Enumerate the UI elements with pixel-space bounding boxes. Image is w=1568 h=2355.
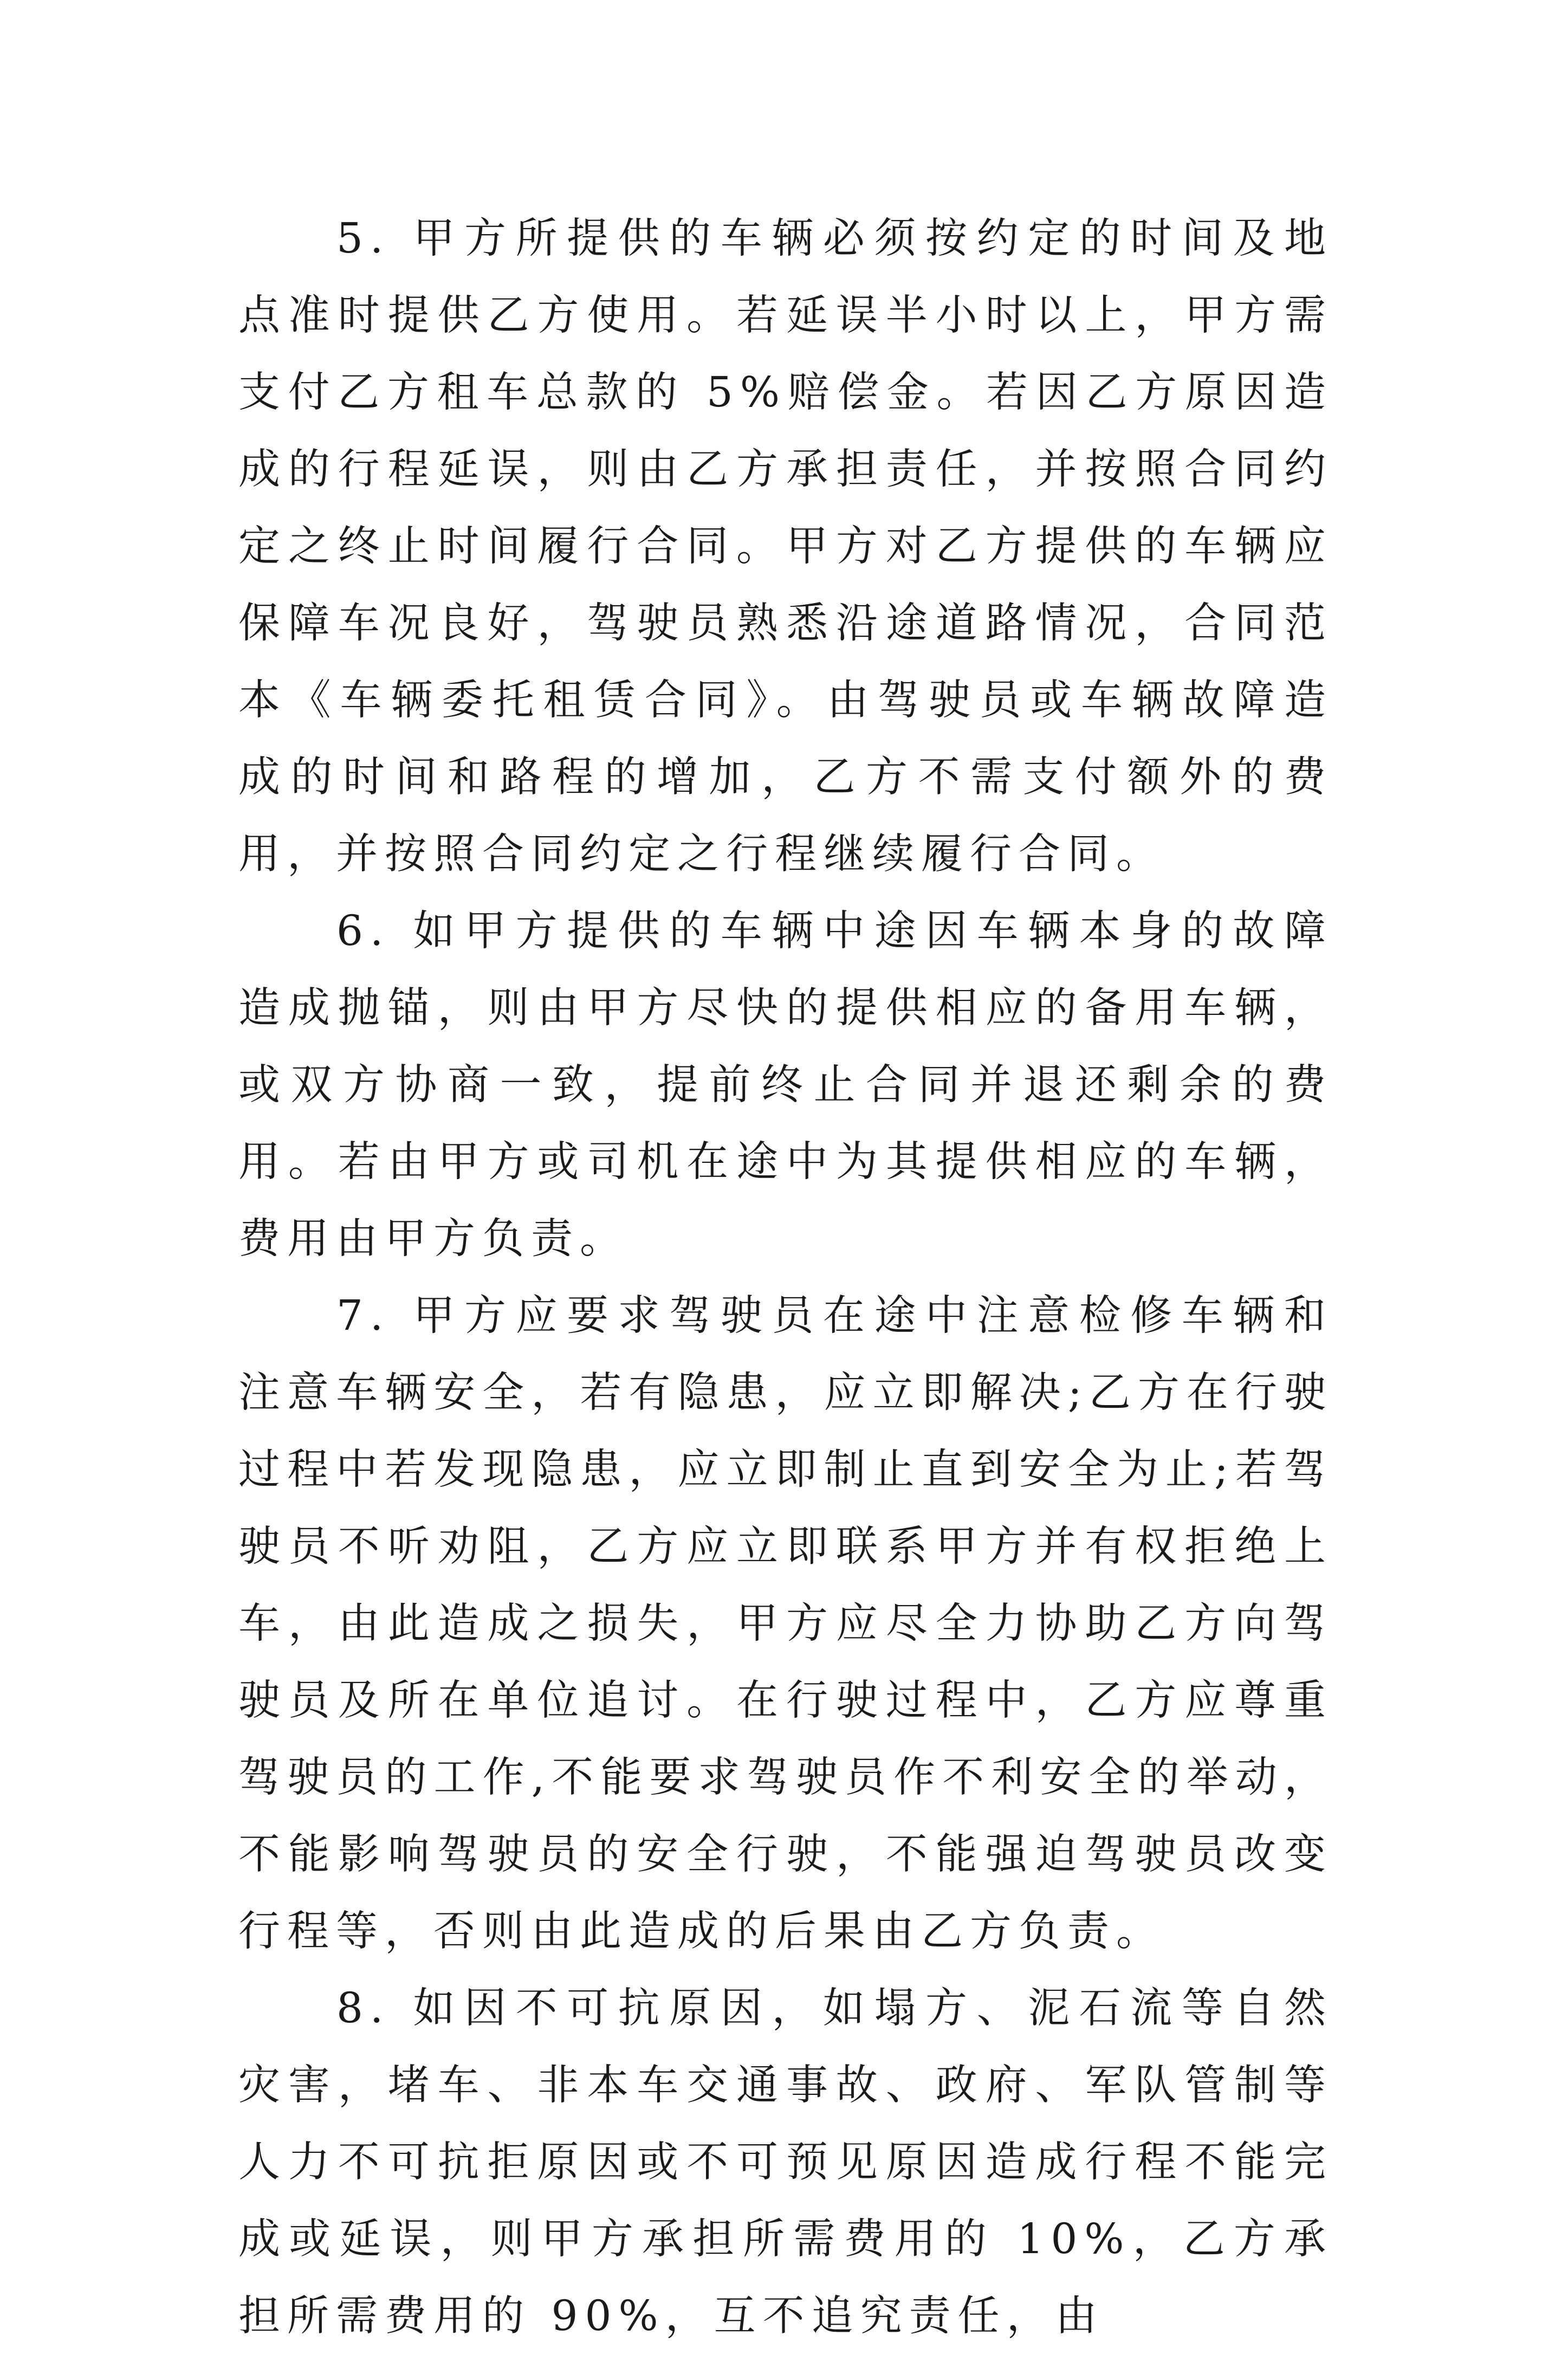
document-body: [238, 200, 1333, 2355]
clause-6-paragraph: 6. 如甲方提供的车辆中途因车辆本身的故障造成抛锚，则由甲方尽快的提供相应的备用车辆，或双方协商一致，提前终止合同并退还剩余的费用。若由甲方或司机在途中为其提供相应的车辆，费用由甲方负责。: [238, 907, 1333, 1263]
clause-7-paragraph: 7. 甲方应要求驾驶员在途中注意检修车辆和注意车辆安全，若有隐患，应立即解决;乙方在行驶过程中若发现隐患，应立即制止直到安全为止;若驾驶员不听劝阻，乙方应立即联系甲方并有权拒绝上车，由此造成之损失，甲方应尽全力协助乙方向驾驶员及所在单位追讨。在行驶过程中，乙方应尊重驾驶员的工作,不能要求驾驶员作不利安全的举动，不能影响驾驶员的安全行驶，不能强迫驾驶员改变行程等，否则由此造成的后果由乙方负责。: [238, 1292, 1333, 1956]
clause-5-paragraph: 5. 甲方所提供的车辆必须按约定的时间及地点准时提供乙方使用。若延误半小时以上，甲方需支付乙方租车总款的 5%赔偿金。若因乙方原因造成的行程延误，则由乙方承担责任，并按照合同约定之终止时间履行合同。甲方对乙方提供的车辆应保障车况良好，驾驶员熟悉沿途道路情况，合同范本《车辆委托租赁合同》。由驾驶员或车辆故障造成的时间和路程的增加，乙方不需支付额外的费用，并按照合同约定之行程继续履行合同。: [238, 215, 1333, 878]
clause-8-paragraph: 8. 如因不可抗原因，如塌方、泥石流等自然灾害，堵车、非本车交通事故、政府、军队管制等人力不可抗拒原因或不可预见原因造成行程不能完成或延误，则甲方承担所需费用的 10%，乙方承担所需费用的 90%，互不追究责任，由: [238, 1984, 1333, 2340]
